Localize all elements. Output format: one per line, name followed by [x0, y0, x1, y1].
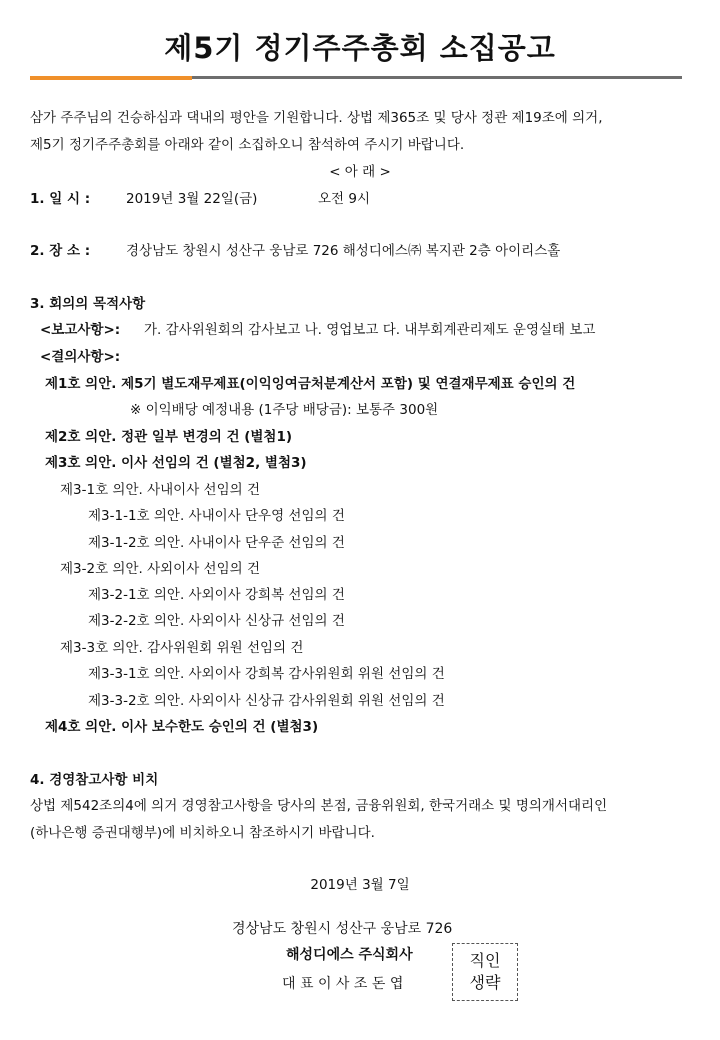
agenda-item-1: 제1호 의안. 제5기 별도재무제표(이익잉여금처분계산서 포함) 및 연결재무제표 승인의 건 [45, 376, 576, 392]
agenda-item-4: 제4호 의안. 이사 보수한도 승인의 건 (별첨3) [45, 719, 319, 735]
agenda-item-3-3: 제3-3호 의안. 감사위원회 위원 선임의 건 [60, 640, 304, 656]
agenda-item-3-3-2: 제3-3-2호 의안. 사외이사 신상규 감사위원회 위원 선임의 건 [88, 693, 445, 709]
meeting-place: 경상남도 창원시 성산구 웅남로 726 해성디에스㈜ 복지관 2층 아이리스홀 [126, 243, 561, 259]
agenda-item-3-1-2: 제3-1-2호 의안. 사내이사 단우준 선임의 건 [88, 535, 345, 551]
date-label: 1. 일 시 : [30, 191, 91, 207]
meeting-date: 2019년 3월 22일(금) [126, 191, 258, 207]
reference-line-2: (하나은행 증권대행부)에 비치하오니 참조하시기 바랍니다. [30, 825, 375, 841]
intro-line-1: 삼가 주주님의 건승하심과 댁내의 평안을 기원합니다. 상법 제365조 및 당사 정관 제19조에 의거, [30, 110, 603, 126]
agenda-heading: 3. 회의의 목적사항 [30, 296, 146, 312]
report-items: 가. 감사위원회의 감사보고 나. 영업보고 다. 내부회계관리제도 운영실태 보고 [144, 322, 596, 338]
notice-title: 제5기 정기주주총회 소집공고 [164, 31, 556, 65]
company-address: 경상남도 창원시 성산구 웅남로 726 [232, 921, 453, 937]
resolution-label: <결의사항>: [40, 349, 121, 365]
seal-omitted-box [452, 943, 518, 1001]
agenda-item-3-2: 제3-2호 의안. 사외이사 선임의 건 [60, 561, 260, 577]
company-name: 해성디에스 주식회사 [286, 947, 413, 963]
agenda-item-3-2-1: 제3-2-1호 의안. 사외이사 강희복 선임의 건 [88, 587, 345, 603]
title-accent-bar [30, 76, 192, 80]
seal-line-2: 생략 [469, 973, 501, 992]
reference-line-1: 상법 제542조의4에 의거 경영참고사항을 당사의 본점, 금융위원회, 한국거래소 및 명의개서대리인 [30, 798, 608, 814]
below-marker: < 아 래 > [329, 164, 391, 180]
place-label: 2. 장 소 : [30, 243, 91, 259]
agenda-item-3-2-2: 제3-2-2호 의안. 사외이사 신상규 선임의 건 [88, 613, 345, 629]
reference-heading: 4. 경영참고사항 비치 [30, 772, 159, 788]
agenda-item-3-1: 제3-1호 의안. 사내이사 선임의 건 [60, 482, 260, 498]
agenda-item-2: 제2호 의안. 정관 일부 변경의 건 (별첨1) [45, 429, 293, 445]
agenda-item-3-1-1: 제3-1-1호 의안. 사내이사 단우영 선임의 건 [88, 508, 345, 524]
agenda-item-3-3-1: 제3-3-1호 의안. 사외이사 강희복 감사위원회 위원 선임의 건 [88, 666, 445, 682]
intro-line-2: 제5기 정기주주총회를 아래와 같이 소집하오니 참석하여 주시기 바랍니다. [30, 137, 465, 153]
ceo-name: 대 표 이 사 조 돈 엽 [282, 976, 404, 992]
dividend-note: ※ 이익배당 예정내용 (1주당 배당금): 보통주 300원 [130, 402, 439, 418]
agenda-item-3: 제3호 의안. 이사 선임의 건 (별첨2, 별첨3) [45, 455, 307, 471]
notice-date: 2019년 3월 7일 [310, 877, 410, 893]
report-label: <보고사항>: [40, 322, 121, 338]
seal-line-1: 직인 [469, 951, 501, 970]
meeting-time: 오전 9시 [318, 191, 371, 207]
